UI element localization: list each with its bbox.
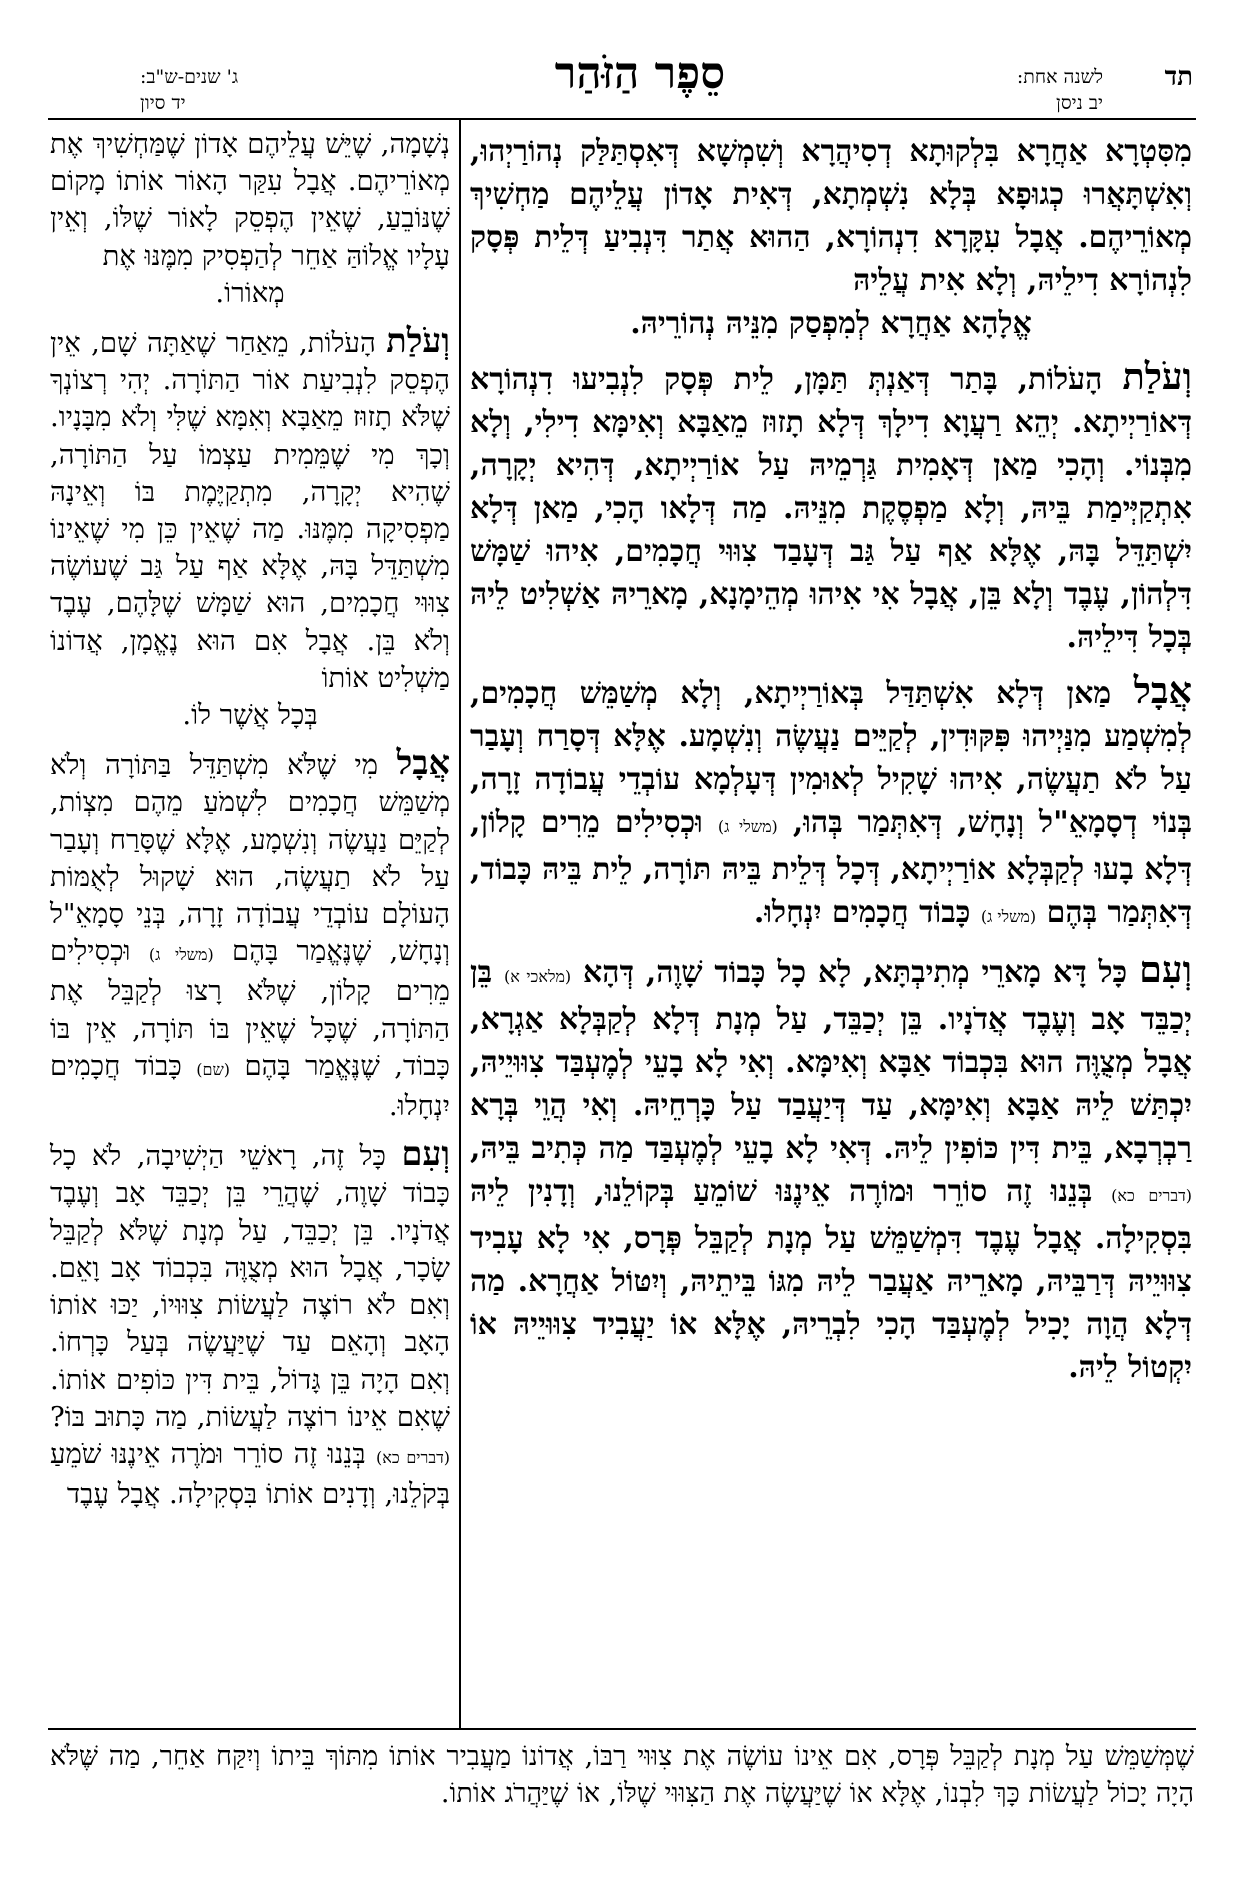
side-p3-text: מִי שֶׁלֹּא מִשְׁתַּדֵּל בַּתּוֹרָה וְלֹא מְשַׁמֵּשׁ חֲכָמִים לִשְׁמֹעַ מֵהֶם מִצְוֹת, לְקַיֵּם נַעֲשֶׂה וְנִשְׁמָע, אֶלָּא שֶׁסָּרַח וְעָבַר עַל לֹא תַעֲשֶׂה, הוּא שָׁקוּל לְאֻמּוֹת הָעוֹלָם עוֹבְדֵי עֲבוֹדָה זָרָה, בְּנֵי סָמָאֵ"ל וְנָחָשׁ, שֶׁנֶּאֱמַר בָּהֶם [50, 749, 451, 968]
side-p2-end: בְּכָל אֲשֶׁר לוֹ. [182, 699, 318, 732]
main-column-aramaic [470, 130, 1192, 1399]
side-p1-end: מְאוֹרוֹ. [215, 276, 285, 309]
side-paragraph-1 [50, 126, 450, 312]
main-p3-reference-1: (משלי ג) [717, 817, 778, 836]
right-date-line1: לשנה אחת: [1016, 66, 1103, 88]
main-p4-reference-2: (דברים כא) [1111, 1186, 1193, 1205]
main-paragraph-4 [470, 948, 1192, 1389]
side-p3-reference-1: (משלי ג) [148, 945, 214, 965]
side-paragraph-3 [50, 744, 450, 1125]
bottom-continuation [50, 1738, 1194, 1812]
side-p3-lead-word: אֲבָל [396, 742, 450, 783]
left-date-line1: ג' שנים-ש"ב: [140, 66, 239, 88]
bottom-rule [48, 1728, 1196, 1730]
main-paragraph-2 [470, 355, 1192, 659]
main-p3-text: מַאן דְּלָא אִשְׁתַּדַּל בְּאוֹרַיְיתָא, וְלָא מְשַׁמֵּשׁ חֲכָמִים, לְמִשְׁמַע מִנַּיְיהוּ פִּקּוּדִין, לְקַיֵּים נַעֲשֶׂה וְנִשְׁמָע. אֶלָּא דְּסָרַח וְעָבַר עַל לֹא תַעֲשֶׂה, אִיהוּ שָׁקִיל לְאוּמִין דְּעָלְמָא עוֹבְדֵי עֲבוֹדָה זָרָה, בְּנוֹי דְסָמָאֵ"ל וְנָחָשׁ, דְּאִתְּמַר בְּהוּ, [470, 676, 1193, 840]
main-paragraph-3 [470, 669, 1192, 938]
side-paragraph-2 [50, 322, 450, 734]
left-date-block [140, 64, 238, 116]
side-paragraph-4 [50, 1135, 450, 1513]
main-p4-reference-1: (מלאכי א) [503, 967, 572, 986]
side-p2-lead-word: וְעֹלַת [386, 320, 450, 361]
bottom-text: שֶׁמְּשַׁמֵּשׁ עַל מְנָת לְקַבֵּל פְּרָס, אִם אֵינוֹ עוֹשֶׂה אֶת צִוּוּי רַבּוֹ, אֲדוֹנוֹ מַעֲבִיר אוֹתוֹ מִתּוֹךְ בֵּיתוֹ וְיִקַּח אַחֵר, מַה שֶּׁלֹּא הָיָה יָכוֹל לַעֲשׂוֹת כָּךְ לִבְנוֹ, אֶלָּא אוֹ שֶׁיַּעֲשֶׂה אֶת הַצִּוּוּי שֶׁלּוֹ, אוֹ שֶׁיַּהֲרֹג אוֹתוֹ. [50, 1741, 1194, 1809]
side-p3-text-b: וּכְסִילִים מֵרִים קָלוֹן, שֶׁלֹּא רָצוּ לְקַבֵּל אֶת הַתּוֹרָה, שֶׁכָּל שֶׁאֵין בּוֹ תּוֹרָה, אֵין בּוֹ כָּבוֹד, שֶׁנֶּאֱמַר בָּהֶם [50, 935, 450, 1082]
side-p2-text: הָעֹלוֹת, מֵאַחַר שֶׁאַתָּה שָׁם, אֵין הֶפְסֵק לִנְבִיעַת אוֹר הַתּוֹרָה. יְהִי רְצוֹנְךָ שֶׁלֹּא תָזוּז מֵאַבָּא וְאִמָּא שֶׁלִּי וְלֹא מִבָּנָיו. וְכָךְ מִי שֶׁמֵּמִית עַצְמוֹ עַל הַתּוֹרָה, שֶׁהִיא יְקָרָה, מִתְקַיֶּמֶת בּוֹ וְאֵינָהּ מַפְסִיקָה מִמֶּנּוּ. מַה שֶׁאֵין כֵּן מִי שֶׁאֵינוֹ מִשְׁתַּדֵּל בָּהּ, אֶלָּא אַף עַל גַּב שֶׁעוֹשֶׂה צִוּוּי חֲכָמִים, הוּא שַׁמָּשׁ שֶׁלָּהֶם, עֶבֶד וְלֹא בֵּן. אֲבָל אִם הוּא נֶאֱמָן, אֲדוֹנוֹ מַשְׁלִיט אוֹתוֹ [50, 327, 450, 694]
column-divider [459, 120, 461, 1728]
left-date-line2: יד סיון [140, 92, 186, 114]
page-number: תד [1164, 62, 1193, 92]
main-p1-end: אֱלָהָא אַחֲרָא לְמִפְסַק מִנֵּיהּ נְהוֹרֵיהּ. [630, 306, 1032, 341]
main-p4-text: כָּל דָּא מָארֵי מְתִיבְתָּא, לָא כָל כָּבוֹד שָׁוֶה, דְּהָא [583, 955, 1128, 990]
main-p1-text: מִסִּטְרָא אַחֲרָא בִּלְקוּתָא דְסִיהֲרָא וְשִׁמְשָׁא דְּאִסְתַּלַּק נְהוֹרַיְהוּ, וְאִשְׁתָּאֲרוּ כְגוּפָא בְּלָא נִשְׁמְתָא, דְּאִית אָדוֹן עֲלֵיהֶם מַחְשִׁיךְ מְאוֹרֵיהֶם. אֲבָל עִקָּרָא דִנְהוֹרָא, הַהוּא אֲתַר דִּנְבִיעַ דְּלֵית פְּסָק לִנְהוֹרָא דִילֵיהּ, וְלָא אִית עֲלֵיהּ [470, 134, 1192, 298]
right-date-line2: יב ניסן [1056, 92, 1103, 114]
main-p3-text-b: וּכְסִילִים מֵרִים קָלוֹן, דְּלָא בָעוּ לְקַבְּלָא אוֹרַיְיתָא, דְּכָל דְּלֵית בֵּיהּ תּוֹרָה, לֵית בֵּיהּ כָּבוֹד, דְּאִתְּמַר בְּהֶם [470, 805, 1192, 930]
main-p3-lead-word: אֲבָל [1133, 669, 1192, 712]
main-p3-reference-2: (משלי ג) [980, 907, 1037, 926]
side-p4-text-b: בְּנֵנוּ זֶה סוֹרֵר וּמֹרֶה אֵינֶנּוּ שֹׁמֵעַ בְּקֹלֵנוּ, וְדָנִים אוֹתוֹ בִּסְקִילָה. אֲבָל עֶבֶד [50, 1437, 450, 1511]
main-p2-text: הָעֹלוֹת, בָּתַר דְּאַנְתְּ תַּמָּן, לֵית פְּסָק לִנְבִיעוּ דִנְהוֹרָא דְּאוֹרַיְיתָא. יְהֵא רַעֲוָא דִילָךְ דְּלָא תָזוּז מֵאַבָּא וְאִימָּא דִילִי, וְלָא מִבְּנוֹי. וְהָכִי מַאן דְּאָמִית גַּרְמֵיהּ עַל אוֹרַיְיתָא, דְּהִיא יְקָרָה, אִתְקַיְּימַת בֵּיהּ, וְלָא מַפְסֶקֶת מִנֵּיהּ. מַה דְּלָאו הָכִי, מַאן דְּלָא יִשְׁתַּדֵּל בָּהּ, אֶלָּא אַף עַל גַּב דְּעָבַד צִוּוּי חֲכָמִים, אִיהוּ שַׁמָּשׁ דִּלְהוֹן, עֶבֶד וְלָא בֵּן, אֲבָל אִי אִיהוּ מְהֵימָנָא, מָארֵיהּ אַשְׁלִיט לֵיהּ בְּכָל דִּילֵיהּ. [470, 362, 1193, 655]
page-title: סֵפֶר הַזֹּהַר [554, 48, 726, 99]
main-p4-lead-word: וְעִם [1139, 948, 1192, 991]
side-p4-reference: (דברים כא) [375, 1447, 451, 1467]
main-p2-lead-word: וְעֹלַת [1122, 355, 1192, 398]
main-p4-text-c: בְּנֵנוּ זֶה סוֹרֵר וּמוֹרֶה אֵינֶנּוּ שׁוֹמֵעַ בְּקוֹלֵנוּ, וְדָנִין לֵיהּ בִּסְקִילָה. אֲבָל עֶבֶד דִּמְשַׁמֵּשׁ עַל מְנָת לְקַבֵּל פְּרָס, אִי לָא עָבִיד צִוּוּיֵיהּ דְּרַבֵּיהּ, מָארֵיהּ אַעֲבַר לֵיהּ מִגּוֹ בֵּיתֵיהּ, וְיִטּוֹל אַחֲרָא. מַה דְּלָא הֲוָה יָכִיל לְמֶעְבַּד הָכִי לִבְרֵיהּ, אֶלָּא אוֹ יַעֲבִיד צִוּוּיֵיהּ אוֹ יִקְטוֹל לֵיהּ. [470, 1174, 1193, 1385]
side-column-hebrew [50, 126, 450, 1523]
side-p3-text-c: כָּבוֹד חֲכָמִים יִנְחָלוּ. [50, 1049, 450, 1123]
side-p1-text: נְשָׁמָה, שֶׁיֵּשׁ עֲלֵיהֶם אָדוֹן שֶׁמַּחְשִׁיךְ אֶת מְאוֹרֵיהֶם. אֲבָל עִקַּר הָאוֹר אוֹתוֹ מָקוֹם שֶׁנּוֹבֵעַ, שֶׁאֵין הֶפְסֵק לָאוֹר שֶׁלּוֹ, וְאֵין עָלָיו אֱלוֹהַּ אַחֵר לְהַפְסִיק מִמֶּנּוּ אֶת [50, 128, 450, 272]
main-paragraph-1 [470, 130, 1192, 345]
side-p4-lead-word: וְעִם [401, 1133, 450, 1174]
header-rule [48, 118, 1196, 120]
side-p4-text: כָּל זֶה, רָאשֵׁי הַיְשִׁיבָה, לֹא כָל כָּבוֹד שָׁוֶה, שֶׁהֲרֵי בֵּן יְכַבֵּד אָב וְעֶבֶד אֲדֹנָיו. בֵּן יְכַבֵּד, עַל מְנָת שֶׁלֹּא לְקַבֵּל שָׂכָר, אֲבָל הוּא מְצֻוֶּה בִּכְבוֹד אָב וָאֵם. וְאִם לֹא רוֹצֶה לַעֲשׂוֹת צִוּוּיוֹ, יַכּוּ אוֹתוֹ הָאָב וְהָאֵם עַד שֶׁיַּעֲשֶׂה בְּעַל כָּרְחוֹ. וְאִם הָיָה בֵּן גָּדוֹל, בֵּית דִּין כּוֹפִים אוֹתוֹ. שֶׁאִם אֵינוֹ רוֹצֶה לַעֲשׂוֹת, מַה כָּתוּב בּוֹ? [50, 1140, 450, 1433]
main-p3-text-c: כָּבוֹד חֲכָמִים יִנְחָלוּ. [753, 895, 971, 930]
side-p3-reference-2: (שם) [196, 1059, 231, 1079]
right-date-block [1017, 64, 1103, 116]
main-p4-text-b: בֵּן יְכַבֵּד אָב וְעֶבֶד אֲדֹנָיו. בֵּן יְכַבֵּד, עַל מְנָת דְּלָא לְקַבְּלָא אַגְרָא, אֲבָל מְצֻוֶּה הוּא בִּכְבוֹד אַבָּא וְאִימָּא. וְאִי לָא בָעֵי לְמֶעְבַּד צִוּוּיֵיהּ, יִכְתַּשׁ לֵיהּ אַבָּא וְאִימָּא, עַד דְּיַעֲבַד עַל כָּרְחֵיהּ. וְאִי הֲוֵי בְּרָא רַבְרְבָא, בֵּית דִּין כּוֹפִין לֵיהּ. דְּאִי לָא בָעֵי לְמֶעְבַּד מַה כְּתִיב בֵּיהּ, [470, 955, 1192, 1166]
